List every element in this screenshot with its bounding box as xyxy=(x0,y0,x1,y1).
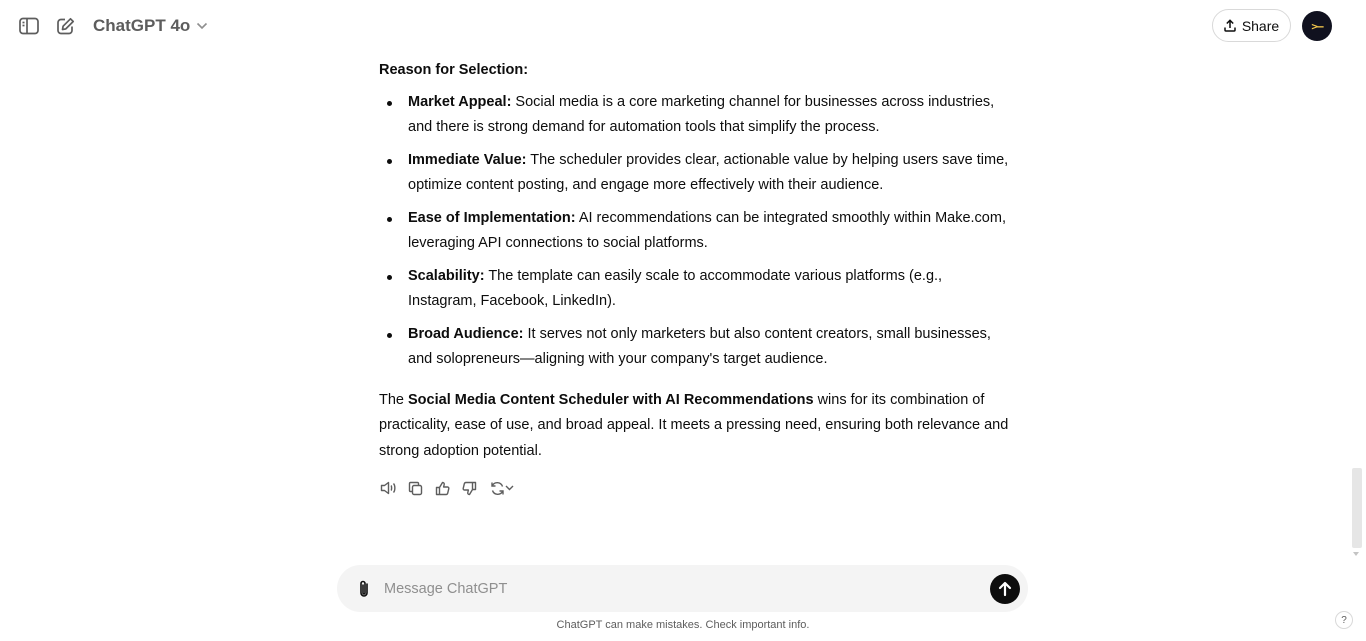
bullet-text: The template can easily scale to accommodate various platforms (e.g., Instagram, Facebook, LinkedIn). xyxy=(408,267,943,309)
bullet-text: AI recommendations can be integrated smoothly within Make.com, leveraging API connections to social platforms. xyxy=(408,209,1006,251)
chevron-down-icon xyxy=(196,22,208,30)
attach-button[interactable] xyxy=(354,578,374,600)
paperclip-icon xyxy=(357,579,371,599)
scrollbar-thumb[interactable] xyxy=(1352,468,1362,548)
thumbs-down-icon xyxy=(462,481,477,496)
section-title: Reason for Selection: xyxy=(379,62,529,78)
list-item xyxy=(379,90,1009,141)
bullet-text: The scheduler provides clear, actionable value by helping users save time, optimize content posting, and engage more effectively with their audience. xyxy=(408,151,1009,193)
list-item xyxy=(379,206,1009,257)
disclaimer-text: ChatGPT can make mistakes. Check important info. xyxy=(556,619,810,631)
share-button[interactable] xyxy=(1212,9,1291,42)
list-item xyxy=(379,148,1009,199)
read-aloud-button[interactable] xyxy=(379,478,397,498)
thumbs-up-icon xyxy=(435,481,450,496)
avatar-text: >— xyxy=(1311,19,1323,33)
bullet-label: Immediate Value: xyxy=(408,151,527,168)
top-bar xyxy=(0,0,1366,52)
bullet-label: Scalability: xyxy=(408,267,485,284)
pencil-square-icon xyxy=(56,17,75,36)
model-name: ChatGPT 4o xyxy=(93,16,191,35)
arrow-up-icon xyxy=(998,581,1012,597)
message-input[interactable] xyxy=(384,576,974,601)
chevron-down-icon xyxy=(505,485,514,491)
new-chat-button[interactable] xyxy=(51,12,79,40)
upload-icon xyxy=(1224,19,1236,32)
share-label: Share xyxy=(1241,17,1280,34)
bullet-text: Social media is a core marketing channel for businesses across industries, and there is strong demand for automation tools that simplify the process. xyxy=(408,93,995,135)
message-composer xyxy=(337,565,1028,612)
bullet-text: It serves not only marketers but also content creators, small businesses, and solopreneurs—aligning with your company's target audience. xyxy=(408,325,991,367)
summary-paragraph xyxy=(379,388,1009,465)
bullet-label: Market Appeal: xyxy=(408,93,512,110)
regenerate-button[interactable] xyxy=(487,478,517,498)
scroll-down-arrow-icon[interactable] xyxy=(1353,552,1359,556)
good-response-button[interactable] xyxy=(433,478,451,498)
copy-button[interactable] xyxy=(406,478,424,498)
summary-highlight: Social Media Content Scheduler with AI Recommendations xyxy=(408,391,814,408)
send-button[interactable] xyxy=(990,574,1020,604)
summary-prefix: The xyxy=(379,391,409,408)
bullet-label: Broad Audience: xyxy=(408,325,524,342)
sidebar-toggle-icon xyxy=(19,17,39,35)
speaker-icon xyxy=(380,481,397,495)
bad-response-button[interactable] xyxy=(460,478,478,498)
list-item xyxy=(379,322,1009,373)
reason-list xyxy=(379,90,1009,373)
avatar[interactable] xyxy=(1302,11,1332,41)
refresh-icon xyxy=(490,481,505,496)
message-actions xyxy=(379,478,517,498)
assistant-message xyxy=(379,58,1009,464)
sidebar-toggle-button[interactable] xyxy=(15,12,43,40)
copy-icon xyxy=(408,481,423,496)
summary-suffix: wins for its combination of practicality, ease of use, and broad appeal. It meets a pressing need, ensuring both relevance and strong adoption potential. xyxy=(379,391,1009,459)
list-item xyxy=(379,264,1009,315)
help-button[interactable]: ? xyxy=(1335,611,1353,629)
bullet-label: Ease of Implementation: xyxy=(408,209,576,226)
model-selector[interactable] xyxy=(93,14,208,38)
